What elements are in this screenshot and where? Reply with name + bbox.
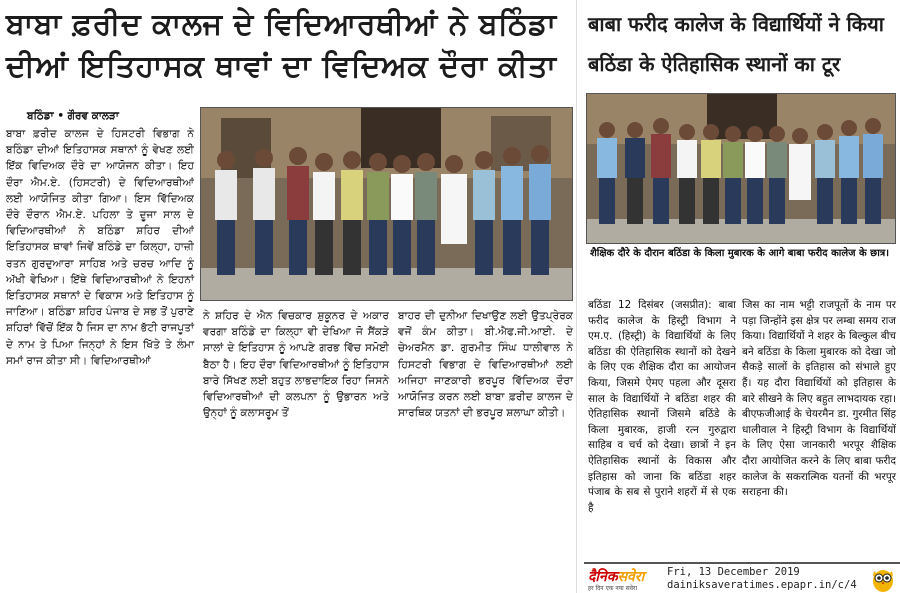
hindi-column-2 xyxy=(742,298,896,501)
edition-date: Fri, 13 December 2019 xyxy=(667,566,800,578)
punjabi-column-1 xyxy=(6,126,194,369)
column-divider xyxy=(576,0,584,593)
epaper-url[interactable]: dainiksaveratimes.epapr.in/c/4 xyxy=(667,579,857,591)
brand-tagline: हर दिन एक नया सवेरा xyxy=(588,585,638,592)
punjabi-column-2 xyxy=(203,308,389,421)
photo-caption: शैक्षिक दौरे के दौरान बठिंडा के किला मुबारक के आगे बाबा फरीद कालेज के छात्र। xyxy=(590,248,890,259)
brand-logo-part-2: सवेरा xyxy=(617,569,645,585)
headline-line-2: ਦੀਆਂ ਇਤਿਹਾਸਕ ਥਾਵਾਂ ਦਾ ਵਿਦਿਅਕ ਦੌਰਾ ਕੀਤਾ xyxy=(6,49,557,84)
owl-mascot-icon xyxy=(871,565,895,593)
hindi-headline-line-1: बाबा फरीद कालेज के विद्यार्थियों ने किया xyxy=(588,12,884,36)
punjabi-column-1-text: ਬਾਬਾ ਫ਼ਰੀਦ ਕਾਲਜ ਦੇ ਹਿਸਟਰੀ ਵਿਭਾਗ ਨੇ ਬਠਿੰਡਾ ਦੀਆਂ ਇਤਿਹਾਸਕ ਸਥਾਨਾਂ ਨੂੰ ਵੇਖਣ ਲਈ ਇੱਕ ਵਿਦਿਅਕ ਦੌਰੇ ਦਾ ਆਯੋਜਨ ਕੀਤਾ। ਇਹ ਦੌਰਾ ਐਮ.ਏ. (ਹਿਸਟਰੀ) ਦੇ ਵਿਦਿਆਰਥੀਆਂ ਲਈ ਆਯੋਜਿਤ ਕੀਤਾ ਗਿਆ। ਇਸ ਵਿੱਦਿਅਕ ਦੌਰੇ ਦੌਰਾਨ ਐਮ.ਏ. ਪਹਿਲਾ ਤੇ ਦੂਜਾ ਸਾਲ ਦੇ ਵਿਦਿਆਰਥੀਆਂ ਨੇ ਬਠਿੰਡਾ ਸ਼ਹਿਰ ਦੀਆਂ ਇਤਿਹਾਸਕ ਥਾਵਾਂ ਜਿਵੇਂ ਬਠਿੰਡੇ ਦਾ ਕਿਲ੍ਹਾ, ਹਾਜ਼ੀ ਰਤਨ ਗੁਰਦੁਆਰਾ ਸਾਹਿਬ ਅਤੇ ਚਰਚ ਆਦਿ ਨੂੰ ਅੱਖੀ ਵੇਖਿਆ। ਇੱਥੇ ਵਿਦਿਆਰਥੀਆਂ ਨੇ ਇਹਨਾਂ ਇਤਿਹਾਸਕ ਸਥਾਨਾਂ ਦੇ ਵਿਕਾਸ ਅਤੇ ਇਤਿਹਾਸ ਨੂੰ ਜਾਣਿਆ। ਬਠਿੰਡਾ ਸ਼ਹਿਰ ਪੰਜਾਬ ਦੇ ਸਭ ਤੋਂ ਪੁਰਾਣੇ ਸ਼ਹਿਰਾਂ ਵਿੱਚੋਂ ਇੱਕ ਹੈ ਜਿਸ ਦਾ ਨਾਮ ਭੱਟੀ ਰਾਜਪੂਤਾਂ ਦੇ ਨਾਮ ਤੇ ਪਿਆ ਜਿਨ੍ਹਾਂ ਨੇ ਇਸ ਖਿੱਤੇ ਤੇ ਲੰਮਾ ਸਮਾਂ ਰਾਜ ਕੀਤਾ ਸੀ। ਵਿਦਿਆਰਥੀਆਂ xyxy=(6,128,194,367)
hindi-headline-line-2: बठिंडा के ऐतिहासिक स्थानों का टूर xyxy=(588,52,841,76)
group-photo-right xyxy=(586,93,896,244)
punjabi-column-3 xyxy=(398,308,573,421)
byline: ਬਠਿੰਡਾ • ਗੌਰਵ ਕਾਲੜਾ xyxy=(27,110,119,122)
footer-bar xyxy=(584,562,900,593)
group-photo-image xyxy=(201,108,573,301)
headline-line-1: ਬਾਬਾ ਫ਼ਰੀਦ ਕਾਲਜ ਦੇ ਵਿਦਿਆਰਥੀਆਂ ਨੇ ਬਠਿੰਡਾ xyxy=(6,7,557,42)
hindi-column-1-text: बठिंडा 12 दिसंबर (जसप्रीत): बाबा फरीद कालेज के हिस्ट्री विभाग ने एम.ए. (हिस्ट्री) के विद्यार्थियों के लिए बठिंडा की ऐतिहासिक स्थानों को देखने के लिए एक शैक्षिक दौरा का आयोजन किया, जिसमे ऐमए पहला और दूसरा साल के विद्यार्थियों ने बठिंडा शहर की ऐतिहासिक स्थानों जिसमे बठिंडे के किला मुबारक, हाजी रत्न गुरुद्वारा साहिब व चर्च को देखा। छात्रों ने इन ऐतिहासिक स्थानों के विकास और इतिहास को जाना कि बठिंडा शहर पंजाब के सब से पुराने शहरों में से एक है xyxy=(588,299,736,514)
group-photo-right-image xyxy=(587,94,896,244)
brand-logo-part-1: दैनिक xyxy=(588,569,618,585)
punjabi-column-2-text: ਨੇ ਸ਼ਹਿਰ ਦੇ ਐਨ ਵਿਚਕਾਰ ਸ਼ੁਕੂਨਰ ਦੇ ਅਕਾਰ ਵਰਗਾ ਬਠਿੰਡੇ ਦਾ ਕਿਲ੍ਹਾ ਵੀ ਦੇਖਿਆ ਜੋ ਸੈਂਕੜੇ ਸਾਲਾਂ ਦੇ ਇਤਿਹਾਸ ਨੂੰ ਆਪਣੇ ਗਰਭ ਵਿੱਚ ਸਮੋਈ ਬੈਠਾ ਹੈ। ਇਹ ਦੌਰਾ ਵਿਦਿਆਰਥੀਆਂ ਨੂੰ ਇਤਿਹਾਸ ਬਾਰੇ ਸਿੱਖਣ ਲਈ ਬਹੁਤ ਲਾਭਦਾਇਕ ਰਿਹਾ ਜਿਸਨੇ ਵਿਦਿਆਰਥੀਆਂ ਦੀ ਕਲਪਨਾ ਨੂੰ ਉਭਾਰਨ ਅਤੇ ਉਨ੍ਹਾਂ ਨੂੰ ਕਲਾਸਰੂਮ ਤੋਂ xyxy=(203,310,389,420)
punjabi-column-3-text: ਬਾਹਰ ਦੀ ਦੁਨੀਆ ਦਿਖਾਉਣ ਲਈ ਉਤਪ੍ਰੇਰਕ ਵਜੋਂ ਕੰਮ ਕੀਤਾ। ਬੀ.ਐਫ.ਜੀ.ਆਈ. ਦੇ ਚੇਅਰਮੈਨ ਡਾ. ਗੁਰਮੀਤ ਸਿੰਘ ਧਾਲੀਵਾਲ ਨੇ ਹਿਸਟਰੀ ਵਿਭਾਗ ਦੇ ਵਿਦਿਆਰਥੀਆਂ ਲਈ ਅਜਿਹਾ ਜਾਣਕਾਰੀ ਭਰਪੂਰ ਵਿੱਦਿਅਕ ਦੌਰਾ ਆਯੋਜਿਤ ਕਰਨ ਲਈ ਬਾਬਾ ਫ਼ਰੀਦ ਕਾਲਜ ਦੇ ਸਾਰਥਿਕ ਯਤਨਾਂ ਦੀ ਭਰਪੂਰ ਸ਼ਲਾਘਾ ਕੀਤੀ। xyxy=(398,310,573,420)
hindi-headline xyxy=(588,4,896,84)
punjabi-headline xyxy=(6,4,572,88)
hindi-column-2-text: जिस का नाम भट्टी राजपूतों के नाम पर पड़ा जिन्होंने इस क्षेत्र पर लम्बा समय राज किया। विद्यार्थियों ने शहर के बिल्कुल बीच बने बठिंडा के किला मुबारक को देखा जो सैकड़े सालों के इतिहास को संभाले हुए हैं। यह दौरा विद्यार्थियों को इतिहास के बारे सीखने के लिए बहुत लाभदायक रहा। बीएफजीआई के चेयरमैन डा. गुरमीत सिंह धालीवाल ने हिस्ट्री विभाग के विद्यार्थियों के लिए ऐसा जानकारी भरपूर शैक्षिक दौरा आयोजित करने के लिए बाबा फरीद कालेज के सकरात्मिक यतनों की भरपूर सराहना की। xyxy=(742,299,896,499)
hindi-column-1 xyxy=(588,298,736,516)
group-photo-left xyxy=(200,107,573,301)
